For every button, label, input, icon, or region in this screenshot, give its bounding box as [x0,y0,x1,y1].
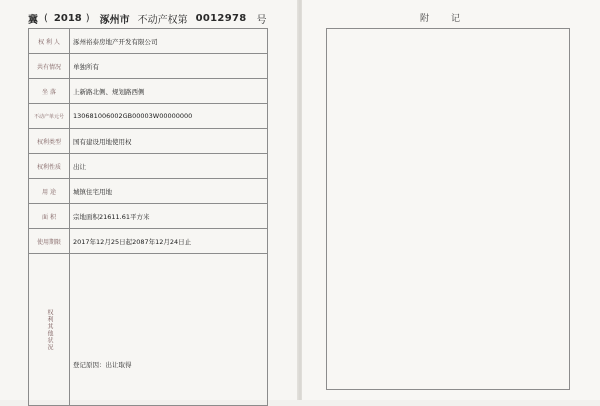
table-row [29,29,268,54]
field-value: 出让 [70,154,268,179]
other-status-value [70,254,268,406]
table-row [29,204,268,229]
certificate-header [28,10,278,26]
field-label: 权 利 人 [29,29,70,54]
certificate-number: 0012978 [195,12,247,24]
field-value: 130681006002GB00003W00000000 [70,104,268,129]
field-label: 使用期限 [29,229,70,254]
field-label: 用 途 [29,179,70,204]
table-row [29,129,268,154]
certificate-year: 2018 [53,12,82,24]
field-label: 不动产单元号 [29,104,70,129]
table-row [29,104,268,129]
paren-open: ( [44,12,48,24]
city-name: 涿州市 [99,14,130,26]
registration-reason: 登记原因：出让取得 [73,361,132,369]
field-value: 单独所有 [70,54,268,79]
table-row [29,79,268,104]
left-page [0,0,298,400]
right-page [302,0,600,400]
field-label: 权利类型 [29,129,70,154]
table-row [29,229,268,254]
field-value: 城镇住宅用地 [70,179,268,204]
field-label: 坐 落 [29,79,70,104]
field-value: 上新路北侧、规划路西侧 [70,79,268,104]
field-label: 面 积 [29,204,70,229]
table-row [29,154,268,179]
certificate-label: 不动产权第 [137,14,188,26]
table-row [29,179,268,204]
paren-close: ) [85,12,90,24]
field-value: 涿州裕泰房地产开发有限公司 [70,29,268,54]
field-label: 权利性质 [29,154,70,179]
other-status-label: 权利其他状况 [29,254,70,406]
annotation-box [326,28,570,390]
field-value: 2017年12月25日起2087年12月24日止 [70,229,268,254]
field-value: 宗地面积21611.61平方米 [70,204,268,229]
province-prefix: 冀 [28,14,38,26]
field-label: 共有情况 [29,54,70,79]
number-suffix: 号 [256,14,267,26]
table-row [29,54,268,79]
field-value: 国有建设用地使用权 [70,129,268,154]
table-row-other [29,254,268,406]
registration-table [28,28,268,406]
annotation-title: 附记 [419,14,482,24]
